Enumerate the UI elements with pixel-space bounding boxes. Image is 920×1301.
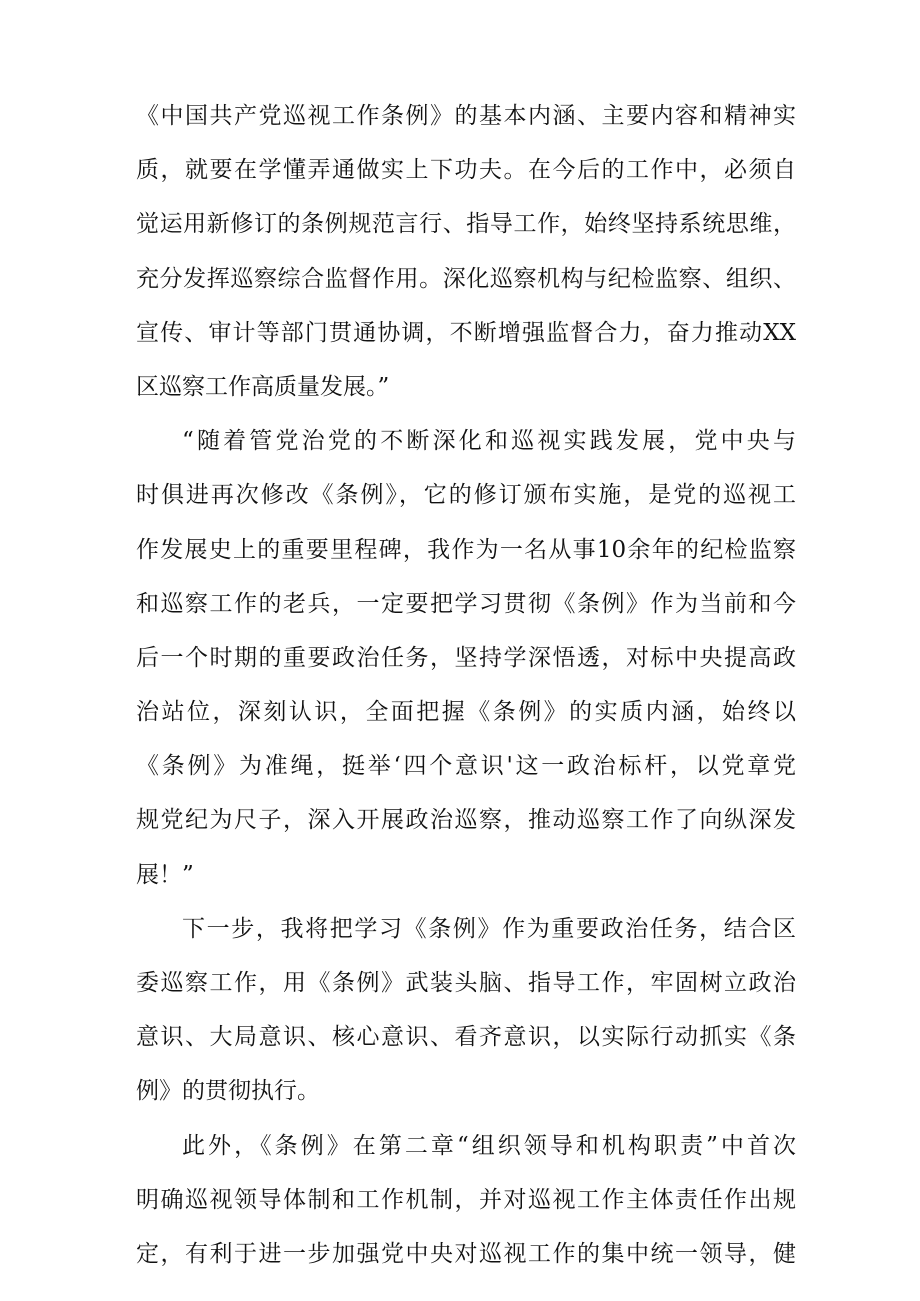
paragraph-4 — [136, 1119, 796, 1282]
paragraph-2 — [136, 414, 796, 902]
text-line: 宣传、审计等部门贯通协调，不断增强监督合力，奋力推动XX — [136, 319, 796, 346]
text-line: 后一个时期的重要政治任务，坚持学深悟透，对标中央提高政 — [136, 644, 796, 671]
paragraph-3 — [136, 902, 796, 1119]
text-line: 展！” — [136, 861, 194, 888]
text-line: 下一步，我将把学习《条例》作为重要政治任务，结合区 — [182, 915, 796, 942]
text-line: 治站位，深刻认识，全面把握《条例》的实质内涵，始终以 — [136, 699, 796, 726]
text-line: 例》的贯彻执行。 — [136, 1078, 320, 1105]
text-line: 区巡察工作高质量发展。” — [136, 373, 390, 400]
text-line: 意识、大局意识、核心意识、看齐意识，以实际行动抓实《条 — [136, 1024, 796, 1051]
paragraph-1 — [136, 89, 796, 414]
text-line: 作发展史上的重要里程碑，我作为一名从事10余年的纪检监察 — [136, 536, 796, 563]
text-line: 委巡察工作，用《条例》武装头脑、指导工作，牢固树立政治 — [136, 970, 796, 996]
text-line: 和巡察工作的老兵，一定要把学习贯彻《条例》作为当前和今 — [136, 590, 796, 617]
text-line: 规党纪为尺子，深入开展政治巡察，推动巡察工作了向纵深发 — [136, 807, 796, 834]
text-line: 《中国共产党巡视工作条例》的基本内涵、主要内容和精神实 — [136, 103, 796, 129]
text-line: 时俱进再次修改《条例》，它的修订颁布实施，是党的巡视工 — [136, 482, 796, 509]
text-line: 此外，《条例》在第二章“组织领导和机构职责”中首次 — [182, 1132, 796, 1159]
text-line: 《条例》为准绳，挺举‘四个意识'这一政治标杆，以党章党 — [136, 753, 796, 780]
text-line: 质，就要在学懂弄通做实上下功夫。在今后的工作中，必须自 — [136, 157, 796, 184]
text-line: 觉运用新修订的条例规范言行、指导工作，始终坚持系统思维， — [136, 211, 796, 238]
text-line: 明确巡视领导体制和工作机制，并对巡视工作主体责任作出规 — [136, 1186, 796, 1213]
text-line: 定，有利于进一步加强党中央对巡视工作的集中统一领导，健 — [136, 1240, 796, 1267]
text-line: 充分发挥巡察综合监督作用。深化巡察机构与纪检监察、组织、 — [136, 265, 796, 292]
text-line: “随着管党治党的不断深化和巡视实践发展，党中央与 — [182, 428, 796, 455]
document-page — [136, 89, 796, 1281]
